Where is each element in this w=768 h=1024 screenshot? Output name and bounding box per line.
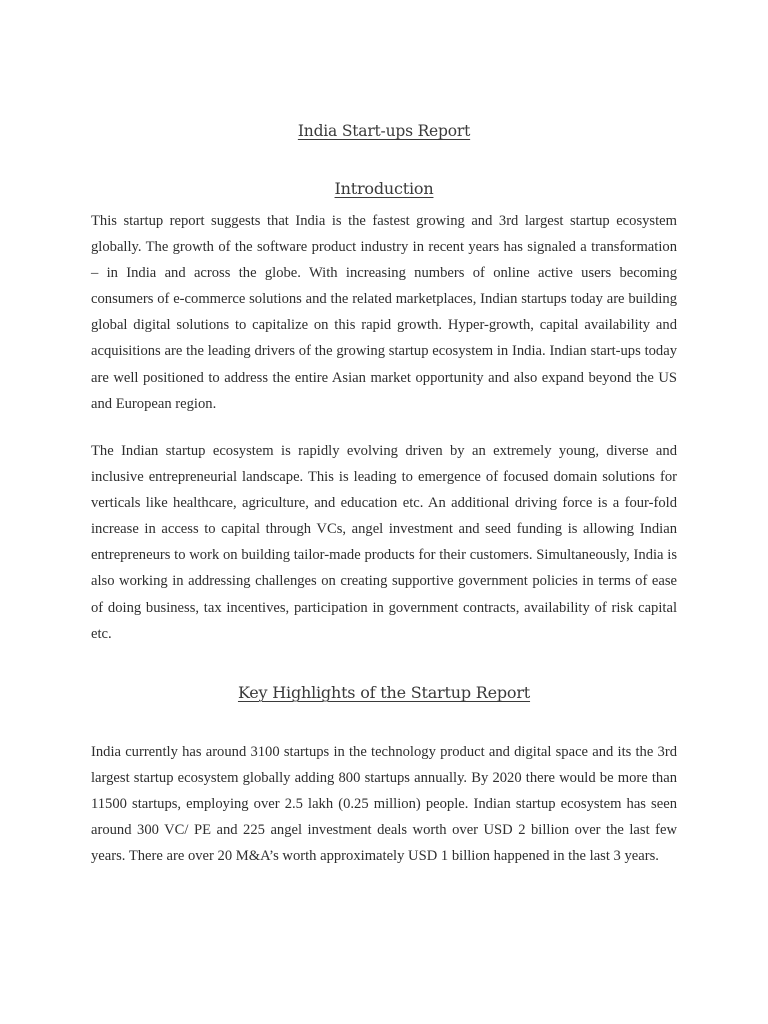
section-heading-introduction: Introduction: [334, 179, 434, 198]
key-highlights-paragraph: India currently has around 3100 startups in the technology product and digital space and its the 3rd largest startup ecosystem globally adding 800 startups annually. By 2020 there would be more than 11500 startups, employing over 2.5 lakh (0.25 million) people. Indian startup ecosystem has seen around 300 VC/ PE and 225 angel investment deals worth over USD 2 billion over the last few years. There are over 20 M&A’s worth approximately USD 1 billion happened in the last 3 years.: [91, 744, 677, 865]
intro-paragraph-2: The Indian startup ecosystem is rapidly evolving driven by an extremely young, diverse and inclusive entrepreneurial landscape. This is leading to emergence of focused domain solutions for verticals like healthcare, agriculture, and education etc. An additional driving force is a four-fold increase in access to capital through VCs, angel investment and seed funding is allowing Indian entrepreneurs to work on building tailor-made products for their customers. Simultaneously, India is also working in addressing challenges on creating supportive government policies in terms of ease of doing business, tax incentives, participation in government contracts, availability of risk capital etc.: [91, 443, 677, 642]
section-heading-key-highlights: Key Highlights of the Startup Report: [237, 683, 531, 702]
intro-paragraph-1: This startup report suggests that India is the fastest growing and 3rd largest startup ecosystem globally. The growth of the software product industry in recent years has signaled a transformation – in India and across the globe. With increasing numbers of online active users becoming consumers of e-commerce solutions and the related marketplaces, Indian startups today are building global digital solutions to capitalize on this rapid growth. Hyper-growth, capital availability and acquisitions are the leading drivers of the growing startup ecosystem in India. Indian start-ups today are well positioned to address the entire Asian market opportunity and also expand beyond the US and European region.: [91, 213, 677, 412]
document-title: India Start-ups Report: [297, 122, 471, 140]
